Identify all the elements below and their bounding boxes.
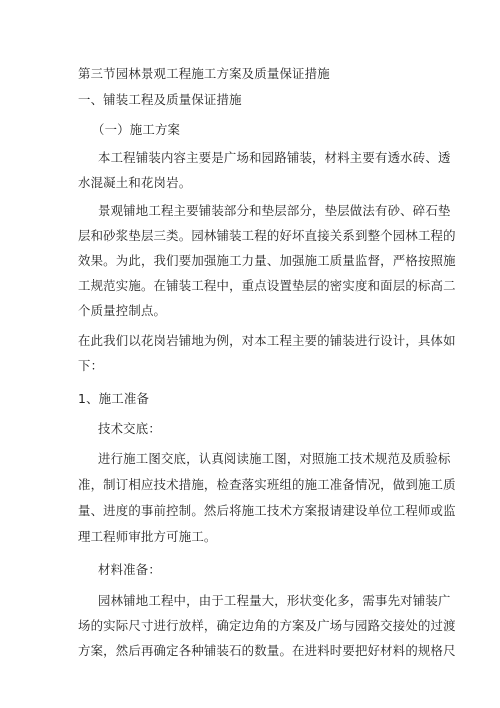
- item-heading: 1、施工准备: [78, 391, 150, 406]
- paragraph-line: 方案，然后再确定各种铺装石的数量。在进料时要把好材料的规格尺: [78, 643, 456, 658]
- paragraph-line: 景观铺地工程主要铺装部分和垫层部分，垫层做法有砂、碎石垫: [98, 203, 451, 218]
- subsection-heading: （一）施工方案: [92, 122, 181, 137]
- paragraph-line: 工规范实施。在铺装工程中，重点设置垫层的密实度和面层的标高二: [78, 278, 456, 293]
- paragraph-line: 效果。为此，我们要加强施工力量、加强施工质量监督，严格按照施: [78, 253, 456, 268]
- paragraph-line: 进行施工图交底，认真阅读施工图，对照施工技术规范及质验标: [98, 451, 451, 466]
- material-heading: 材料准备：: [98, 562, 161, 577]
- paragraph-line: 下：: [78, 358, 104, 373]
- paragraph-line: 水混凝土和花岗岩。: [78, 175, 192, 190]
- document-title: 第三节园林景观工程施工方案及质量保证措施: [78, 66, 330, 81]
- paragraph-line: 层和砂浆垫层三类。园林铺装工程的好坏直接关系到整个园林工程的: [78, 228, 456, 243]
- paragraph-line: 园林铺地工程中，由于工程量大，形状变化多，需事先对铺装广: [98, 593, 451, 608]
- paragraph-line: 个质量控制点。: [78, 303, 167, 318]
- tech-heading: 技术交底：: [98, 421, 161, 436]
- paragraph-line: 场的实际尺寸进行放样，确定边角的方案及广场与园路交接处的过渡: [78, 618, 456, 633]
- section-heading: 一、铺装工程及质量保证措施: [78, 92, 242, 107]
- paragraph-line: 量、进度的事前控制。然后将施工技术方案报请建设单位工程师或监: [78, 503, 456, 518]
- paragraph-line: 准，制订相应技术措施，检查落实班组的施工准备情况，做到施工质: [78, 477, 456, 492]
- paragraph-line: 本工程铺装内容主要是广场和园路铺装，材料主要有透水砖、透: [98, 150, 451, 165]
- paragraph-line: 理工程师审批方可施工。: [78, 529, 217, 544]
- paragraph-line: 在此我们以花岗岩铺地为例，对本工程主要的铺装进行设计，具体如: [78, 333, 456, 348]
